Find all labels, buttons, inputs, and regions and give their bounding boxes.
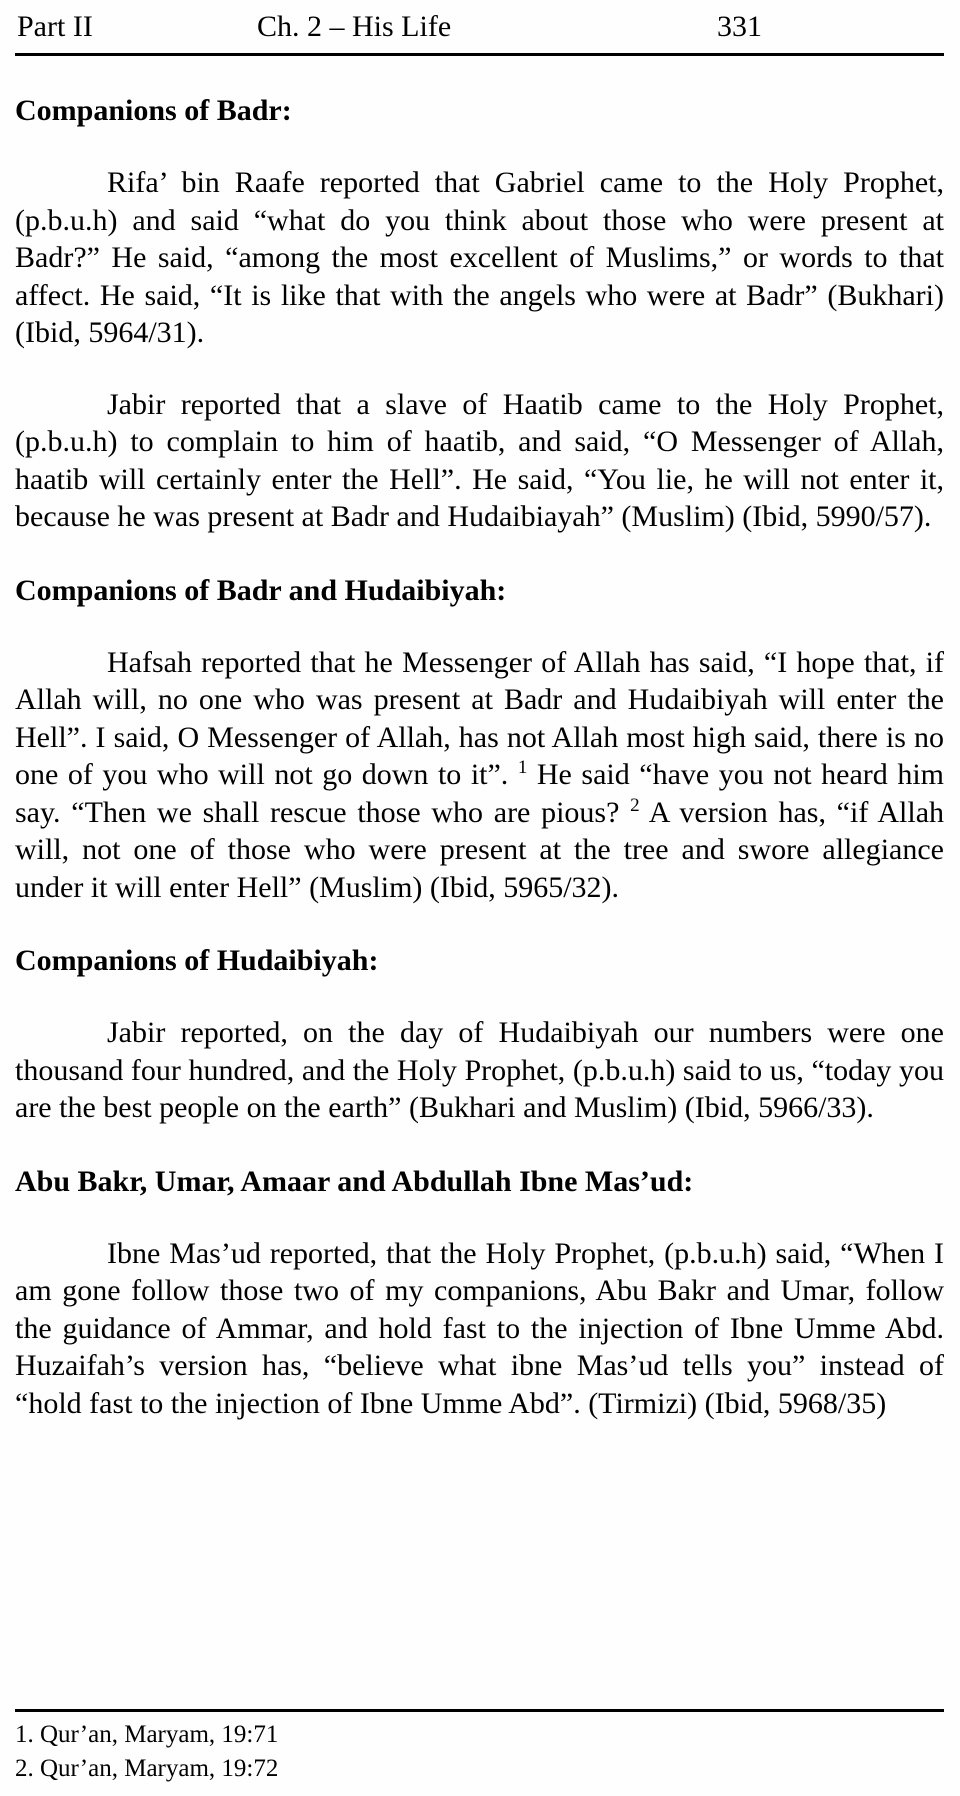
paragraph-text: A version has, “if Allah will, not one of those who were present at the tree and swore allegiance under it will enter Hell” (Muslim) (Ibid, 5965/32). [15,795,945,904]
paragraph [15,164,944,352]
section-heading: Companions of Hudaibiyah: [15,944,379,977]
header-part-label: Part II [17,10,93,43]
paragraph [15,1235,944,1423]
paragraph-text: Jabir reported that a slave of Haatib came to the Holy Prophet, (p.b.u.h) to complain to him of haatib, and said, “O Messenger of Allah, haatib will certainly enter the Hell”. He said, “You lie, he will not enter it, because he was present at Badr and Hudaibiayah” (Muslim) (Ibid, 5990/57). [15,387,944,533]
footnote-item-2: 2. Qur’an, Maryam, 19:72 [15,1755,279,1782]
section-heading: Abu Bakr, Umar, Amaar and Abdullah Ibne Mas’ud: [15,1164,694,1198]
paragraph [15,644,944,907]
section-companions-of-badr [15,92,944,536]
paragraph-text: He said “have you not heard him say. “Then we shall rescue those who are pious? [15,758,944,829]
section-heading: Companions of Badr: [15,94,292,127]
section-heading: Companions of Badr and Hudaibiyah: [15,573,507,607]
page-body [15,92,944,1422]
header-page-number: 331 [717,10,762,43]
section-companions-of-hudaibiyah [15,942,944,1127]
footnote-ref-1: 1 [517,757,528,778]
section-companions-of-badr-and-hudaibiyah [15,572,944,907]
footnotes [15,1709,944,1786]
header-divider [15,53,944,56]
section-abu-bakr-umar-amaar-abdullah-ibne-masud [15,1163,944,1423]
paragraph-text: Rifa’ bin Raafe reported that Gabriel came to the Holy Prophet, (p.b.u.h) and said “what do you think about those who were present at Badr?” He said, “among the most excellent of Muslims,” or words to that affect. He said, “It is like that with the angels who were at Badr” (Bukhari) (Ibid, 5964/31). [15,166,944,349]
page-header [15,10,944,50]
paragraph-text: Ibne Mas’ud reported, that the Holy Prophet, (p.b.u.h) said, “When I am gone follow those two of my companions, Abu Bakr and Umar, follow the guidance of Ammar, and hold fast to the injection of Ibne Umme Abd. Huzaifah’s version has, “believe what ibne Mas’ud tells you” instead of “hold fast to the injection of Ibne Umme Abd”. (Tirmizi) (Ibid, 5968/35) [15,1236,944,1420]
paragraph [15,386,944,536]
paragraph [15,1014,944,1127]
footnote-divider [15,1709,944,1712]
footnote-ref-2: 2 [630,794,640,816]
paragraph-text: Jabir reported, on the day of Hudaibiyah our numbers were one thousand four hundred, and the Holy Prophet, (p.b.u.h) said to us, “today you are the best people on the earth” (Bukhari and Muslim) (Ibid, 5966/33). [15,1016,944,1124]
footnote-item-1: 1. Qur’an, Maryam, 19:71 [15,1721,279,1748]
header-chapter-title: Ch. 2 – His Life [257,10,452,43]
paragraph-text: Hafsah reported that he Messenger of Allah has said, “I hope that, if Allah will, no one who was present at Badr and Hudaibiyah will enter the Hell”. I said, O Messenger of Allah, has not Allah most high said, there is no one of you who will not go down to it”. [15,645,944,791]
